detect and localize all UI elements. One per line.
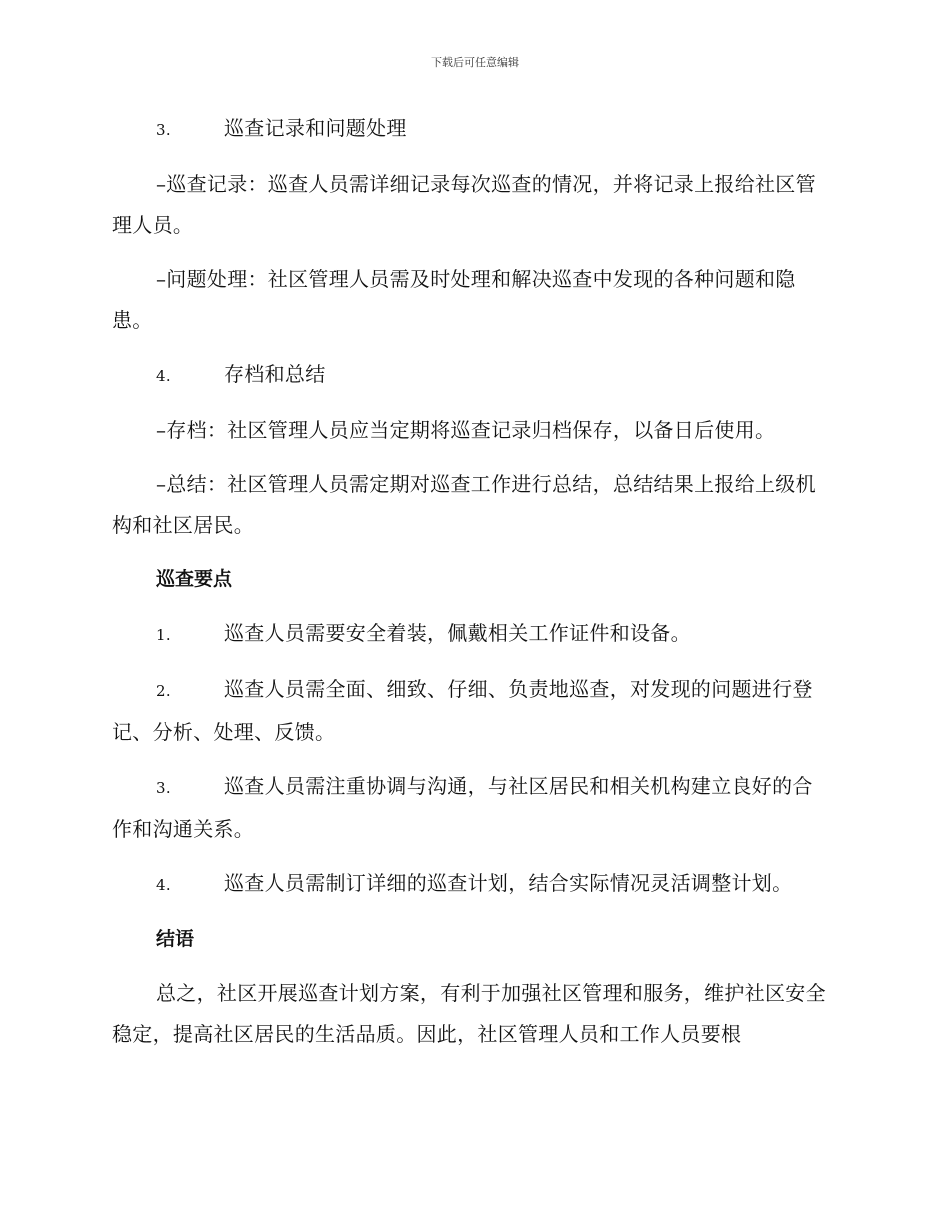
section-heading: 巡查要点 [156, 568, 233, 590]
numbered-item [112, 354, 832, 397]
numbered-item [112, 108, 832, 151]
paragraph: –总结：社区管理人员需定期对巡查工作进行总结，总结结果上报给上级机构和社区居民。 [112, 472, 816, 537]
numbered-item [112, 669, 832, 753]
paragraph: 总之，社区开展巡查计划方案，有利于加强社区管理和服务，维护社区安全稳定，提高社区居民的生活品质。因此，社区管理人员和工作人员要根 [112, 981, 826, 1046]
item-text: 巡查人员需制订详细的巡查计划，结合实际情况灵活调整计划。 [224, 871, 793, 895]
item-number: 3. [156, 121, 171, 139]
section-heading: 结语 [156, 928, 195, 950]
document-body [112, 108, 832, 1068]
item-number: 1. [156, 626, 171, 644]
numbered-item [112, 613, 832, 656]
paragraph: –巡查记录：巡查人员需详细记录每次巡查的情况，并将记录上报给社区管理人员。 [112, 172, 816, 237]
page-header: 下载后可任意编辑 [431, 56, 519, 69]
item-number: 3. [156, 779, 171, 797]
item-number: 4. [156, 876, 171, 894]
paragraph: –问题处理：社区管理人员需及时处理和解决巡查中发现的各种问题和隐患。 [112, 267, 796, 332]
item-number: 4. [156, 367, 171, 385]
item-text: 巡查人员需注重协调与沟通，与社区居民和相关机构建立良好的合作和沟通关系。 [112, 774, 813, 841]
item-text: 存档和总结 [224, 362, 326, 386]
item-text: 巡查记录和问题处理 [224, 116, 407, 140]
numbered-item [112, 863, 832, 906]
numbered-item [112, 766, 832, 850]
item-text: 巡查人员需要安全着装，佩戴相关工作证件和设备。 [224, 621, 691, 645]
item-number: 2. [156, 682, 171, 700]
item-text: 巡查人员需全面、细致、仔细、负责地巡查，对发现的问题进行登记、分析、处理、反馈。 [112, 677, 813, 744]
paragraph: –存档：社区管理人员应当定期将巡查记录归档保存，以备日后使用。 [156, 418, 776, 442]
